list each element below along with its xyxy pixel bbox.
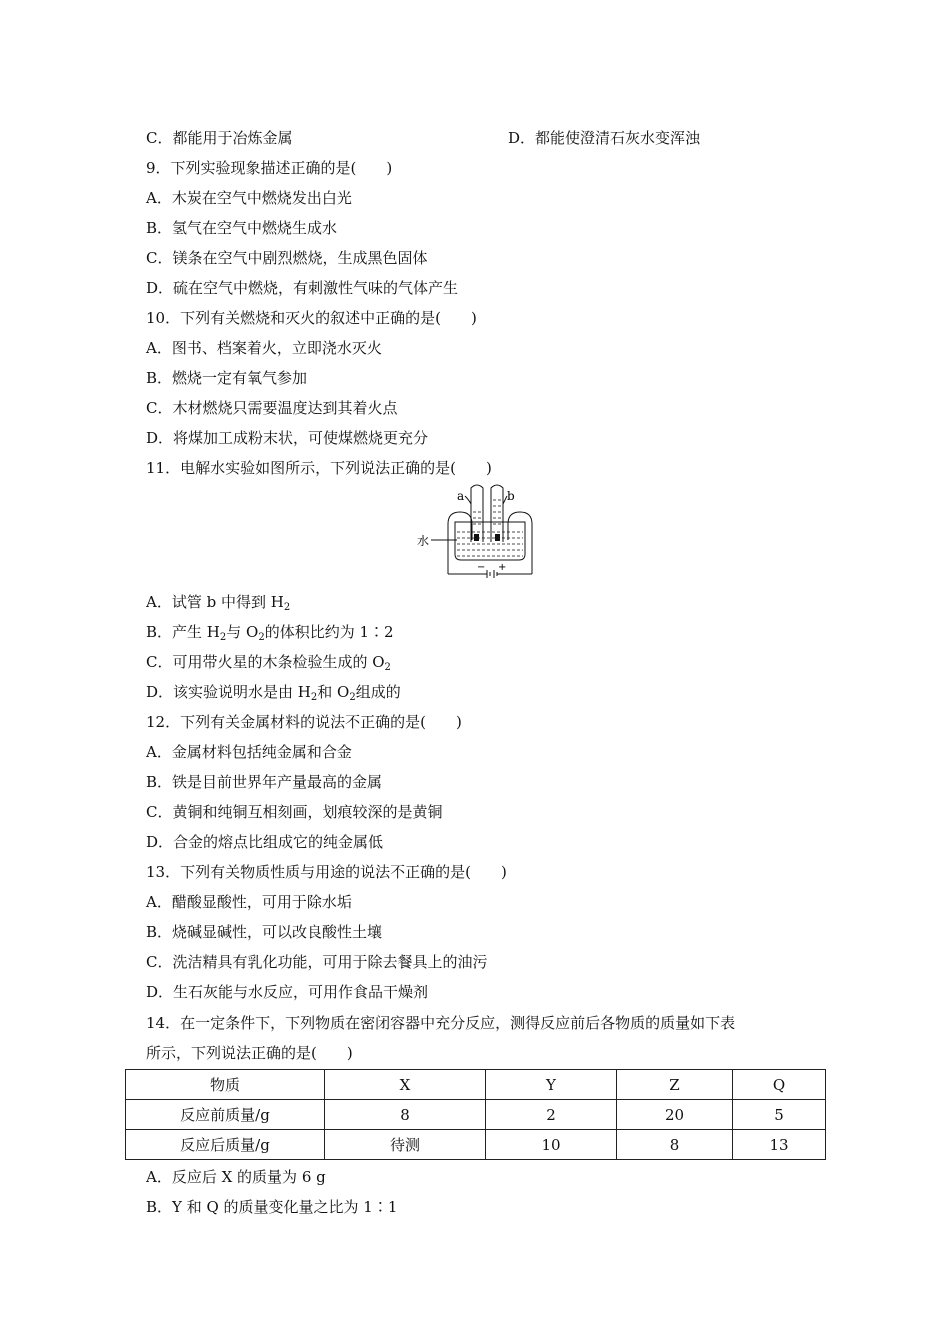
table-header-cell: 物质 [126, 1070, 325, 1100]
question-13-stem: 13．下列有关物质性质与用途的说法不正确的是( ) [146, 863, 507, 881]
mass-table [125, 1069, 826, 1160]
option-text: 和 O [317, 683, 350, 701]
question-11-option-b [146, 622, 394, 642]
question-13-option-b: B．烧碱显碱性，可以改良酸性土壤 [146, 923, 383, 941]
question-11-option-a [146, 592, 290, 612]
electrolysis-diagram [415, 482, 535, 578]
water-label: 水 [417, 534, 430, 548]
option-text: B．产生 H [146, 623, 220, 641]
subscript: 2 [310, 692, 318, 703]
table-row [126, 1100, 826, 1130]
table-cell: 5 [733, 1100, 826, 1130]
table-cell: 10 [486, 1130, 617, 1160]
question-12-stem: 12．下列有关金属材料的说法不正确的是( ) [146, 713, 462, 731]
question-11-option-c [146, 652, 391, 672]
question-10-option-c: C．木材燃烧只需要温度达到其着火点 [146, 399, 398, 417]
subscript: 2 [349, 692, 356, 703]
prev-option-c: C．都能用于冶炼金属 [146, 129, 293, 147]
question-13-option-c: C．洗洁精具有乳化功能，可用于除去餐具上的油污 [146, 953, 488, 971]
question-10-option-a: A．图书、档案着火，立即浇水灭火 [146, 339, 382, 357]
question-12-option-d: D．合金的熔点比组成它的纯金属低 [146, 833, 384, 851]
question-11-stem: 11．电解水实验如图所示，下列说法正确的是( ) [146, 459, 492, 477]
question-14-option-a: A．反应后 X 的质量为 6 g [146, 1168, 326, 1186]
question-9-stem: 9．下列实验现象描述正确的是( ) [146, 159, 393, 177]
option-text: C．可用带火星的木条检验生成的 O [146, 653, 385, 671]
tube-b-label: b [507, 489, 515, 503]
question-12-option-b: B．铁是目前世界年产量最高的金属 [146, 773, 383, 791]
table-row [126, 1130, 826, 1160]
question-10-stem: 10．下列有关燃烧和灭火的叙述中正确的是( ) [146, 309, 477, 327]
table-header-row [126, 1070, 826, 1100]
table-cell: 待测 [325, 1130, 486, 1160]
table-cell: 8 [617, 1130, 733, 1160]
table-cell: 反应后质量/g [126, 1130, 325, 1160]
table-cell: 13 [733, 1130, 826, 1160]
prev-option-d: D．都能使澄清石灰水变浑浊 [508, 129, 701, 147]
question-12-option-c: C．黄铜和纯铜互相刻画，划痕较深的是黄铜 [146, 803, 443, 821]
question-9-option-a: A．木炭在空气中燃烧发出白光 [146, 189, 352, 207]
option-text: 的体积比约为 1∶2 [264, 623, 394, 641]
table-header-cell: Y [486, 1070, 617, 1100]
question-9-option-b: B．氢气在空气中燃烧生成水 [146, 219, 338, 237]
question-14-option-b: B．Y 和 Q 的质量变化量之比为 1∶1 [146, 1198, 398, 1216]
option-text: A．试管 b 中得到 H [146, 593, 284, 611]
option-text: 与 O [226, 623, 259, 641]
question-14-stem-line1: 14．在一定条件下，下列物质在密闭容器中充分反应，测得反应前后各物质的质量如下表 [146, 1014, 736, 1032]
question-9-option-d: D．硫在空气中燃烧，有刺激性气味的气体产生 [146, 279, 459, 297]
question-14-stem-line2: 所示，下列说法正确的是( ) [146, 1044, 353, 1062]
negative-terminal: − [477, 562, 486, 573]
tube-a-label: a [457, 489, 465, 503]
positive-terminal: + [498, 562, 507, 573]
table-header-cell: Z [617, 1070, 733, 1100]
question-10-option-b: B．燃烧一定有氧气参加 [146, 369, 308, 387]
table-cell: 20 [617, 1100, 733, 1130]
subscript: 2 [258, 632, 265, 643]
subscript: 2 [283, 602, 291, 613]
subscript: 2 [219, 632, 227, 643]
table-header-cell: Q [733, 1070, 826, 1100]
option-text: D．该实验说明水是由 H [146, 683, 311, 701]
subscript: 2 [384, 662, 391, 673]
table-header-cell: X [325, 1070, 486, 1100]
option-text: 组成的 [355, 683, 401, 701]
question-13-option-a: A．醋酸显酸性，可用于除水垢 [146, 893, 352, 911]
question-11-option-d [146, 682, 401, 702]
question-10-option-d: D．将煤加工成粉末状，可使煤燃烧更充分 [146, 429, 429, 447]
table-cell: 2 [486, 1100, 617, 1130]
table-cell: 反应前质量/g [126, 1100, 325, 1130]
question-12-option-a: A．金属材料包括纯金属和合金 [146, 743, 352, 761]
question-13-option-d: D．生石灰能与水反应，可用作食品干燥剂 [146, 983, 429, 1001]
question-9-option-c: C．镁条在空气中剧烈燃烧，生成黑色固体 [146, 249, 428, 267]
table-cell: 8 [325, 1100, 486, 1130]
